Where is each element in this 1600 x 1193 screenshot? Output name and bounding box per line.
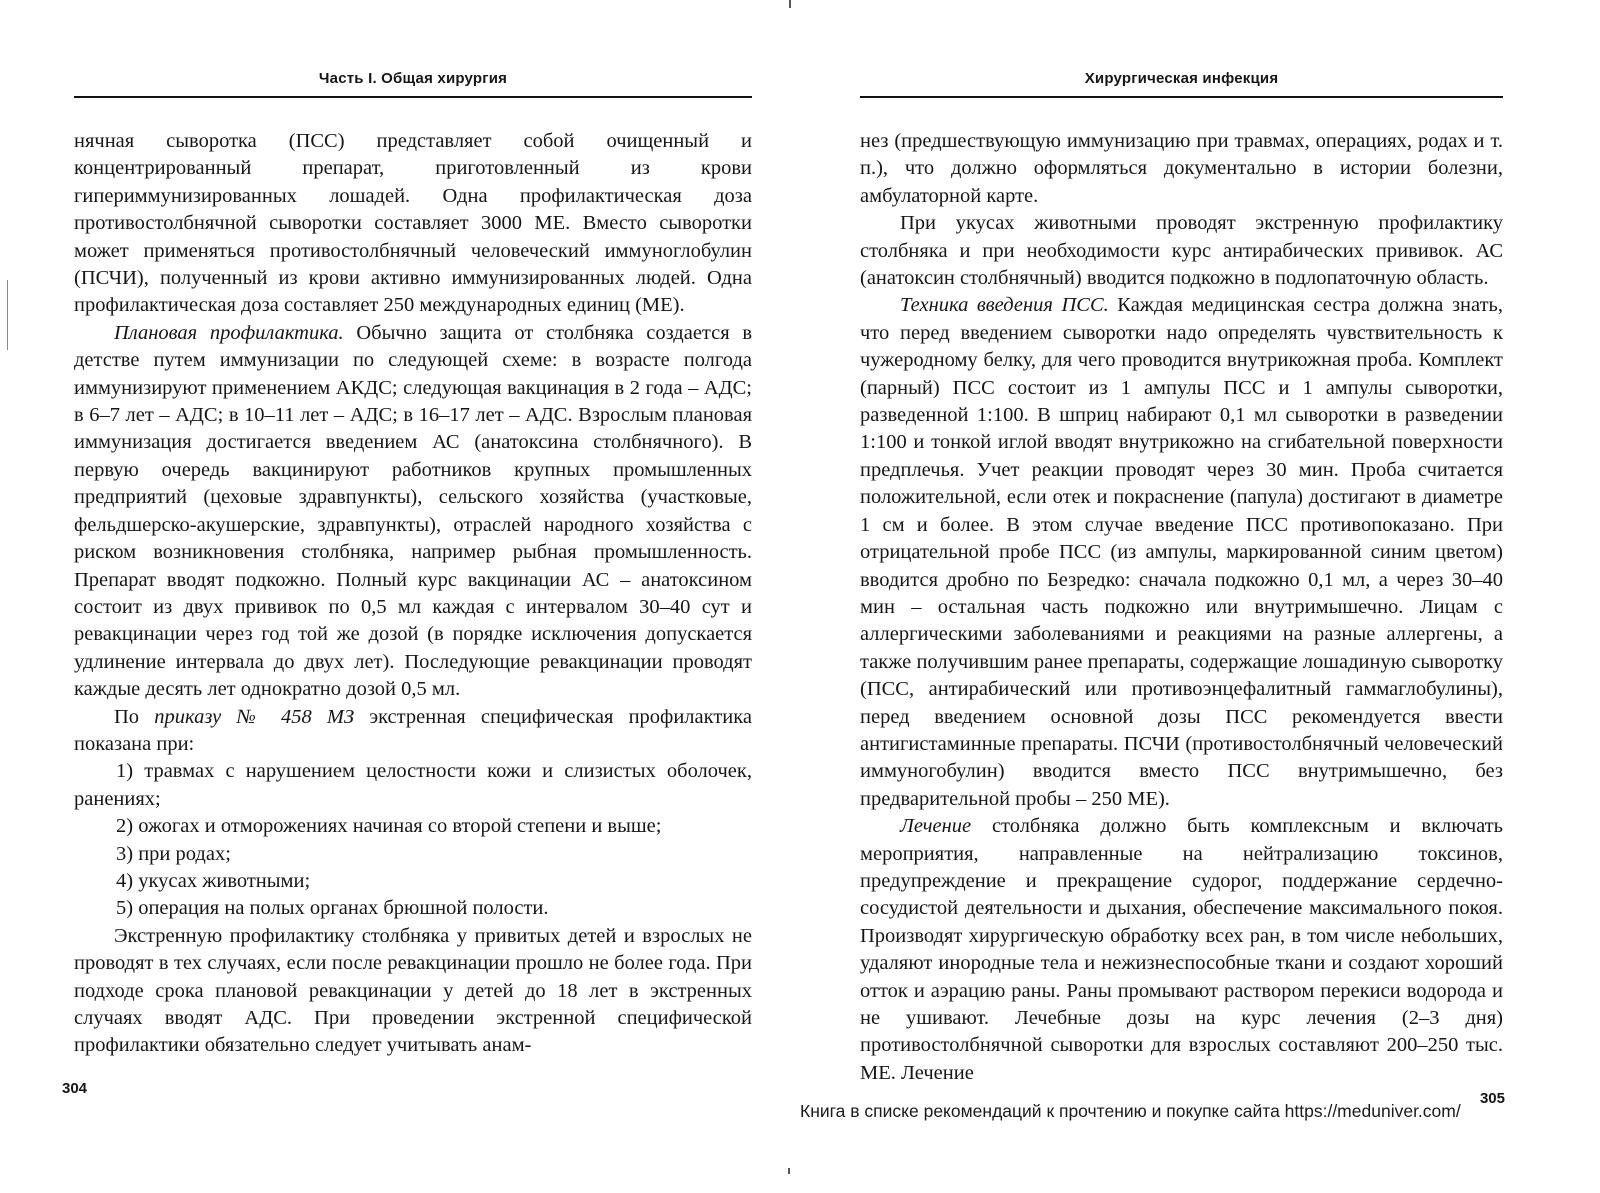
paragraph-technique: Техника введения ПСС. Каждая медицинская сестра должна знать, что перед введением сыворотки надо определять чувствительность к чужеродному белку, для чего проводится внутрикожная проба. Комплект (парный) ПСС состоит из 1 ампулы ПСС и 1 ампулы сыворотки, разведенной 1:100. В шприц набирают 0,1 мл сыворотки в разведении 1:100 и тонкой иглой вводят внутрикожно на сгибательной поверхности предплечья. Учет реакции проводят через 30 мин. Проба считается положительной, если отек и покраснение (папула) достигают в диаметре 1 см и более. В этом случае введение ПСС противопоказано. При отрицательной пробе ПСС (из ампулы, маркированной синим цветом) вводится дробно по Безредко: сначала подкожно 0,1 мл, а через 30–40 мин – остальная часть подкожно или внутримышечно. Лицам с аллергическими заболеваниями и реакциями на разные аллергены, а также получившим ранее препараты, содержащие лошадиную сыворотку (ПСС, антирабический или противоэнцефалитный гаммаглобулины), перед введением основной дозы ПСС рекомендуется ввести антигистаминные препараты. ПСЧИ (противостолбнячный человеческий иммуногобулин) вводится вместо ПСС внутримышечно, без предварительной пробы – 250 МЕ). [860, 294, 1504, 810]
paragraph: нячная сыворотка (ПСС) представляет собой очищенный и концентрированный препарат, приготовленный из крови гипериммунизированных лошадей. Одна профилактическая доза противостолбнячной сыворотки составляет 3000 МЕ. Вместо сыворотки может применяться противостолбнячный человеческий иммуноглобулин (ПСЧИ), полученный из крови активно иммунизированных людей. Одна профилактическая доза составляет 250 международных единиц (МЕ). [74, 130, 752, 317]
paragraph-planned-prophylaxis: Плановая профилактика. Обычно защита от столбняка создается в детстве путем иммунизации по следующей схеме: в возрасте полгода иммунизируют применением АКДС; следующая вакцинация в 2 года – АДС; в 6–7 лет – АДС; в 10–11 лет – АДС; в 16–17 лет – АДС. Взрослым плановая иммунизация достигается введением АС (анатоксина столбнячного). В первую очередь вакцинируют работников крупных промышленных предприятий (цеховые здравпункты), сельского хозяйства (участковые, фельдшерско-акушерские, здравпункты), отраслей народного хозяйства с риском возникновения столбняка, например рыбная промышленность. Препарат вводят подкожно. Полный курс вакцинации АС – анатоксином состоит из двух прививок по 0,5 мл каждая с интервалом 30–40 сут и ревакцинации через год той же дозой (в порядке исключения допускается удлинение интервала до двух лет). Последующие ревакцинации проводят каждые десять лет однократно дозой 0,5 мл. [74, 321, 752, 701]
list-item: 4) укусах животными; [116, 869, 311, 892]
italic-order-reference: приказу № 458 МЗ [154, 705, 355, 728]
page-number-right: 305 [1479, 1090, 1505, 1107]
running-header-left: Часть I. Общая хирургия [318, 70, 508, 87]
header-rule-right [860, 96, 1503, 98]
paragraph: нез (предшествующую иммунизацию при травмах, операциях, родах и т. п.), что должно оформляться документально в истории болезни, амбулаторной карте. [860, 130, 1503, 207]
italic-term: Лечение [900, 815, 972, 838]
paragraph-treatment: Лечение столбняка должно быть комплексным и включать мероприятия, направленные на нейтрализацию токсинов, предупреждение и прекращение судорог, поддержание сердечно-сосудистой деятельности и дыхания, обеспечение максимального покоя. Производят хирургическую обработку всех ран, в том числе небольших, удаляют инородные тела и нежизнеспособные ткани и создают хороший отток и аэрацию раны. Раны промывают раствором перекиси водорода и не ушивают. Лечебные дозы на курс лечения (2–3 дня) противостолбнячной сыворотки для взрослых составляют 200–250 тыс. МЕ. Лечение [860, 815, 1504, 1084]
paragraph: При укусах животными проводят экстренную профилактику столбняка и при необходимости курс антирабических прививок. АС (анатоксин столбнячный) вводится подкожно в подлопаточную область. [860, 212, 1503, 290]
page-edge-mark [7, 280, 8, 350]
list-item: 3) при родах; [116, 842, 231, 865]
gutter-mark-top [789, 0, 791, 8]
right-page-body [860, 128, 1503, 1087]
left-page-body [74, 128, 752, 1060]
site-watermark: Книга в списке рекомендаций к прочтению и покупке сайта https://meduniver.com/ [800, 1101, 1461, 1121]
paragraph: Экстренную профилактику столбняка у привитых детей и взрослых не проводят в тех случаях, если после ревакцинации прошло не более года. При подходе срока плановой ревакцинации у детей до 18 лет в экстренных случаях вводят АДС. При проведении экстренной специфической профилактики обязательно следует учитывать анам- [74, 924, 752, 1057]
running-header-right: Хирургическая инфекция [1084, 70, 1279, 87]
list-item: 2) ожогах и отморожениях начиная со второй степени и выше; [116, 815, 662, 838]
italic-term: Техника введения ПСС. [900, 294, 1109, 317]
page-number-left: 304 [62, 1080, 88, 1097]
list-item: 1) травмах с нарушением целостности кожи и слизистых оболочек, ранениях; [74, 760, 752, 810]
header-rule-left [74, 96, 752, 98]
italic-term: Плановая профилактика. [114, 321, 344, 344]
paragraph-order: По приказу № 458 МЗ экстренная специфическая профилактика показана при: [74, 705, 753, 755]
list-item: 5) операция на полых органах брюшной полости. [116, 897, 549, 920]
gutter-mark-bottom [788, 1168, 790, 1174]
